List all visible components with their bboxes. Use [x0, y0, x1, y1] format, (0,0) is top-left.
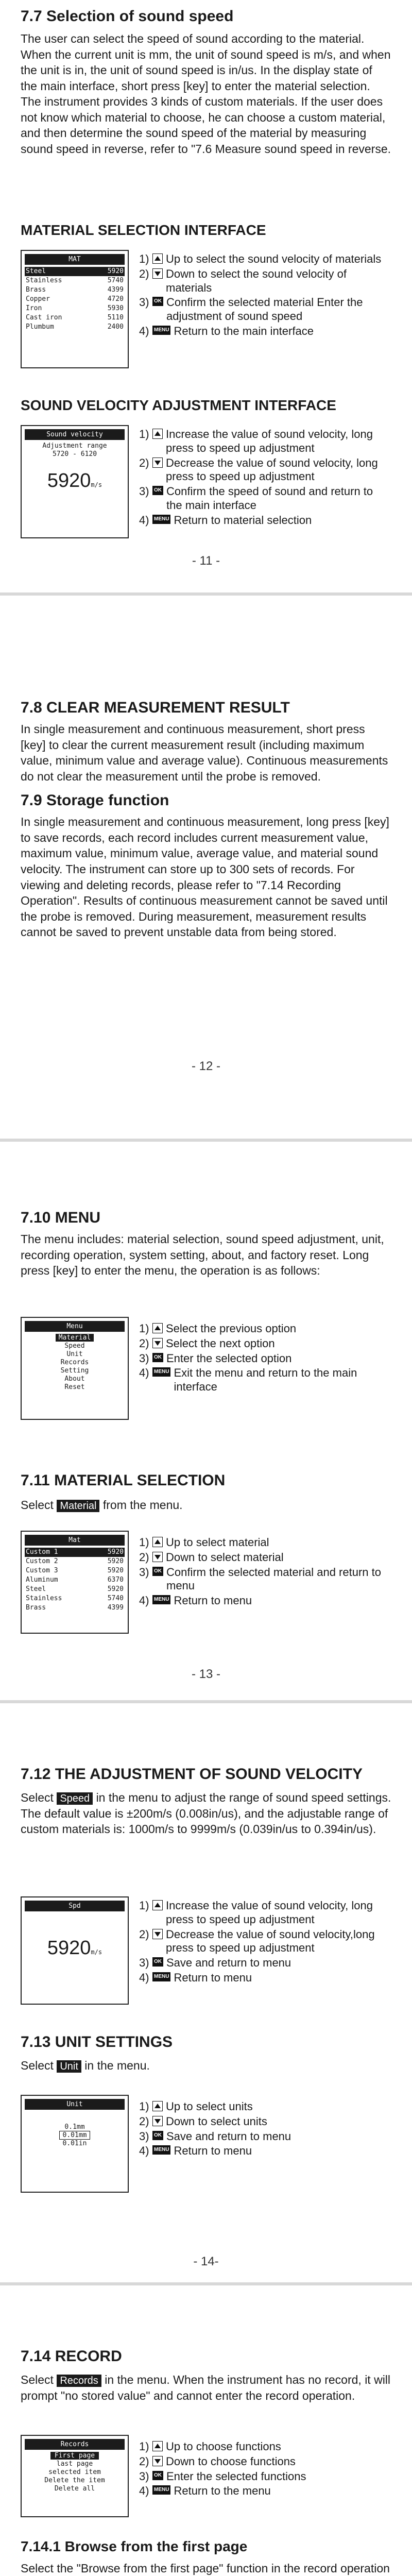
section-title-7-8: 7.8 CLEAR MEASUREMENT RESULT: [21, 699, 290, 716]
velocity-steps: 1) Increase the value of sound velocity, long press to speed up adjustment 2) Decrease the value of sound velocity, long press to speed up adjustment 3) OK Confirm the speed of sound and return to the main interface 4) MENU Return to material selection: [139, 428, 378, 527]
unit-option: 0.01mm: [22, 2131, 128, 2140]
section-7-10-text: The menu includes: material selection, sound speed adjustment, unit, recording operation, system setting, about, and factory reset. Long press [key] to enter the menu, the operation is as follows:: [21, 1232, 384, 1278]
unit-label: Unit: [57, 2060, 81, 2073]
up-arrow-icon: [152, 253, 163, 264]
unit-option: 0.01in: [62, 2140, 87, 2147]
list-item: Custom 1 5920: [26, 1548, 124, 1556]
section-title-7-14-1: 7.14.1 Browse from the first page: [21, 2538, 248, 2554]
page-number: - 13 -: [191, 1667, 220, 1681]
down-arrow-icon: [152, 1929, 163, 1939]
section-7-13-text: Select Unit in the menu.: [21, 2059, 150, 2072]
list-item: Aluminum 6370: [26, 1576, 124, 1584]
up-arrow-icon: [152, 1323, 163, 1333]
menu-key-icon: MENU: [152, 1972, 170, 1981]
ok-key-icon: OK: [152, 1353, 163, 1362]
records-steps: 1) Up to choose functions 2) Down to choose functions 3) OK Enter the selected functions 4) MENU Return to the menu: [139, 2440, 306, 2498]
material-list-steps: 1) Up to select material 2) Down to select material 3) OK Confirm the selected material and return to menu 4) MENU Return to menu: [139, 1536, 381, 1607]
material-selection-heading: MATERIAL SELECTION INTERFACE: [21, 222, 266, 238]
section-7-7-text: The user can select the speed of sound according to the material. When the current unit is mm, the unit of sound speed is m/s, and when the unit is in, the unit of sound speed is in/us. In the display state of the main interface, short press [key] to enter the material selection. The instrument provides 3 kinds of custom materials. If the user does not know which material to choose, he can choose a custom material, and then determine the sound speed of the material by measuring sound speed in reverse, refer to "7.6 Measure sound speed in reverse.: [21, 32, 391, 156]
records-option: Delete all: [54, 2485, 95, 2493]
material-label: Material: [57, 1500, 99, 1512]
records-option: selected item: [48, 2468, 101, 2476]
list-item: Custom 2 5920: [26, 1557, 124, 1565]
records-option: First page: [22, 2452, 128, 2460]
list-item: Iron 5930: [26, 304, 124, 312]
screen-title: Unit: [25, 2099, 125, 2110]
range-label: Adjustment range: [42, 442, 107, 450]
section-title-7-7: 7.7 Selection of sound speed: [21, 8, 234, 25]
list-item: Custom 3 5920: [26, 1567, 124, 1574]
ok-key-icon: OK: [152, 2131, 163, 2140]
sound-velocity-screen: [21, 425, 129, 538]
up-arrow-icon: [152, 1537, 163, 1547]
unit-option: 0.1mm: [64, 2123, 85, 2131]
menu-item: Records: [60, 1359, 89, 1366]
section-7-12-text: Select Speed in the menu to adjust the range of sound speed settings. The default value is ±200m/s (0.008in/us), and the adjustable range of custom materials is: 1000m/s to 9999m/s (0.039in/us to 0.394in/us).: [21, 1791, 391, 1836]
unit-screen: [21, 2095, 129, 2193]
menu-key-icon: MENU: [152, 2145, 170, 2155]
material-selection-screen: [21, 250, 129, 368]
speed-label: Speed: [57, 1792, 93, 1805]
ok-key-icon: OK: [152, 297, 163, 306]
list-item: Brass 4399: [26, 286, 124, 294]
ok-key-icon: OK: [152, 2471, 163, 2480]
section-title-7-11: 7.11 MATERIAL SELECTION: [21, 1472, 226, 1489]
sound-velocity-heading: SOUND VELOCITY ADJUSTMENT INTERFACE: [21, 397, 336, 413]
records-screen: [21, 2435, 129, 2517]
menu-steps: 1) Select the previous option 2) Select the next option 3) OK Enter the selected option 4) MENU Exit the menu and return to the main interface: [139, 1322, 357, 1394]
section-7-14-1-text: Select the "Browse from the first page" function in the record operation: [21, 2561, 390, 2575]
down-arrow-icon: [152, 1338, 163, 1348]
section-7-8-text: In single measurement and continuous measurement, short press [key] to clear the current measurement result (including maximum value, minimum value and average value). Continuous measurements do not clear the measurement until the probe is removed.: [21, 722, 388, 783]
speed-screen: [21, 1896, 129, 2005]
screen-title: Spd: [25, 1901, 125, 1911]
list-item: Stainless 5740: [26, 1595, 124, 1602]
page-number: - 14-: [193, 2255, 219, 2268]
up-arrow-icon: [152, 429, 163, 439]
section-title-7-9: 7.9 Storage function: [21, 792, 169, 809]
up-arrow-icon: [152, 2441, 163, 2451]
list-item: Plumbum 2400: [26, 323, 124, 331]
page-14: [0, 1700, 412, 2282]
menu-screen: [21, 1317, 129, 1420]
range-value: 5720 - 6120: [52, 450, 97, 458]
menu-key-icon: MENU: [152, 1367, 170, 1377]
menu-item: Speed: [64, 1342, 85, 1350]
section-7-11-text: Select Material from the menu.: [21, 1498, 183, 1512]
ok-key-icon: OK: [152, 1567, 163, 1576]
list-item: Steel 5920: [26, 267, 124, 275]
screen-title: MAT: [25, 254, 125, 265]
page-13: [0, 1139, 412, 1700]
menu-item: Setting: [60, 1367, 89, 1375]
up-arrow-icon: [152, 2101, 163, 2111]
down-arrow-icon: [152, 268, 163, 279]
up-arrow-icon: [152, 1900, 163, 1910]
page-number: - 12 -: [191, 1059, 220, 1073]
velocity-value: 5920: [47, 470, 91, 492]
menu-key-icon: MENU: [152, 2485, 170, 2495]
list-item: Steel 5920: [26, 1585, 124, 1593]
material-list-screen: [21, 1531, 129, 1634]
section-title-7-12: 7.12 THE ADJUSTMENT OF SOUND VELOCITY: [21, 1766, 363, 1783]
section-title-7-13: 7.13 UNIT SETTINGS: [21, 2033, 173, 2050]
screen-title: Mat: [25, 1535, 125, 1546]
screen-title: Records: [25, 2439, 125, 2450]
page-number: - 11 -: [192, 554, 220, 568]
unit-steps: 1) Up to select units 2) Down to select units 3) OK Save and return to menu 4) MENU Return to menu: [139, 2100, 291, 2158]
speed-unit: m/s: [91, 1948, 102, 1956]
section-title-7-10: 7.10 MENU: [21, 1209, 101, 1226]
list-item: Brass 4399: [26, 1604, 124, 1612]
section-7-14-text: Select Records in the menu. When the instrument has no record, it will prompt "no stored value" and cannot enter the record operation.: [21, 2373, 391, 2402]
menu-item: Material: [22, 1334, 128, 1342]
down-arrow-icon: [152, 1552, 163, 1562]
menu-item: Reset: [64, 1383, 85, 1391]
speed-steps: 1) Increase the value of sound velocity, long press to speed up adjustment 2) Decrease the value of sound velocity,long press to speed up adjustment 3) OK Save and return to menu 4) MENU Return to menu: [139, 1899, 375, 1985]
ok-key-icon: OK: [152, 486, 163, 495]
section-7-9-text: In single measurement and continuous measurement, long press [key] to save records, each record includes current measurement value, maximum value, minimum value, average value, and material sound velocity. The instrument can store up to 300 sets of records. For viewing and deleting records, please refer to "7.14 Recording Operation". Results of continuous measurement cannot be saved until the probe is removed. During measurement, measurement results cannot be saved to prevent unstable data from being stored.: [21, 815, 389, 939]
list-item: Cast iron 5110: [26, 314, 124, 321]
menu-key-icon: MENU: [152, 1595, 170, 1604]
screen-title: Sound velocity: [25, 429, 125, 440]
menu-key-icon: MENU: [152, 515, 170, 524]
material-steps: 1) Up to select the sound velocity of materials 2) Down to select the sound velocity of materials 3) OK Confirm the selected material Enter the adjustment of sound speed 4) MENU Return to the main interface: [139, 252, 382, 338]
ok-key-icon: OK: [152, 1957, 163, 1967]
list-item: Stainless 5740: [26, 277, 124, 284]
menu-key-icon: MENU: [152, 326, 170, 335]
list-item: Copper 4720: [26, 295, 124, 303]
down-arrow-icon: [152, 2456, 163, 2466]
speed-value: 5920: [47, 1937, 91, 1959]
page-12: [0, 592, 412, 1139]
velocity-unit: m/s: [91, 481, 102, 488]
screen-title: Menu: [25, 1321, 125, 1332]
down-arrow-icon: [152, 457, 163, 468]
down-arrow-icon: [152, 2116, 163, 2126]
section-title-7-14: 7.14 RECORD: [21, 2348, 122, 2365]
records-option: last page: [56, 2460, 93, 2468]
page-15: [0, 2282, 412, 2576]
menu-item: About: [64, 1375, 85, 1383]
records-option: Delete the item: [44, 2477, 105, 2484]
records-label: Records: [57, 2375, 101, 2387]
menu-item: Unit: [66, 1350, 83, 1358]
